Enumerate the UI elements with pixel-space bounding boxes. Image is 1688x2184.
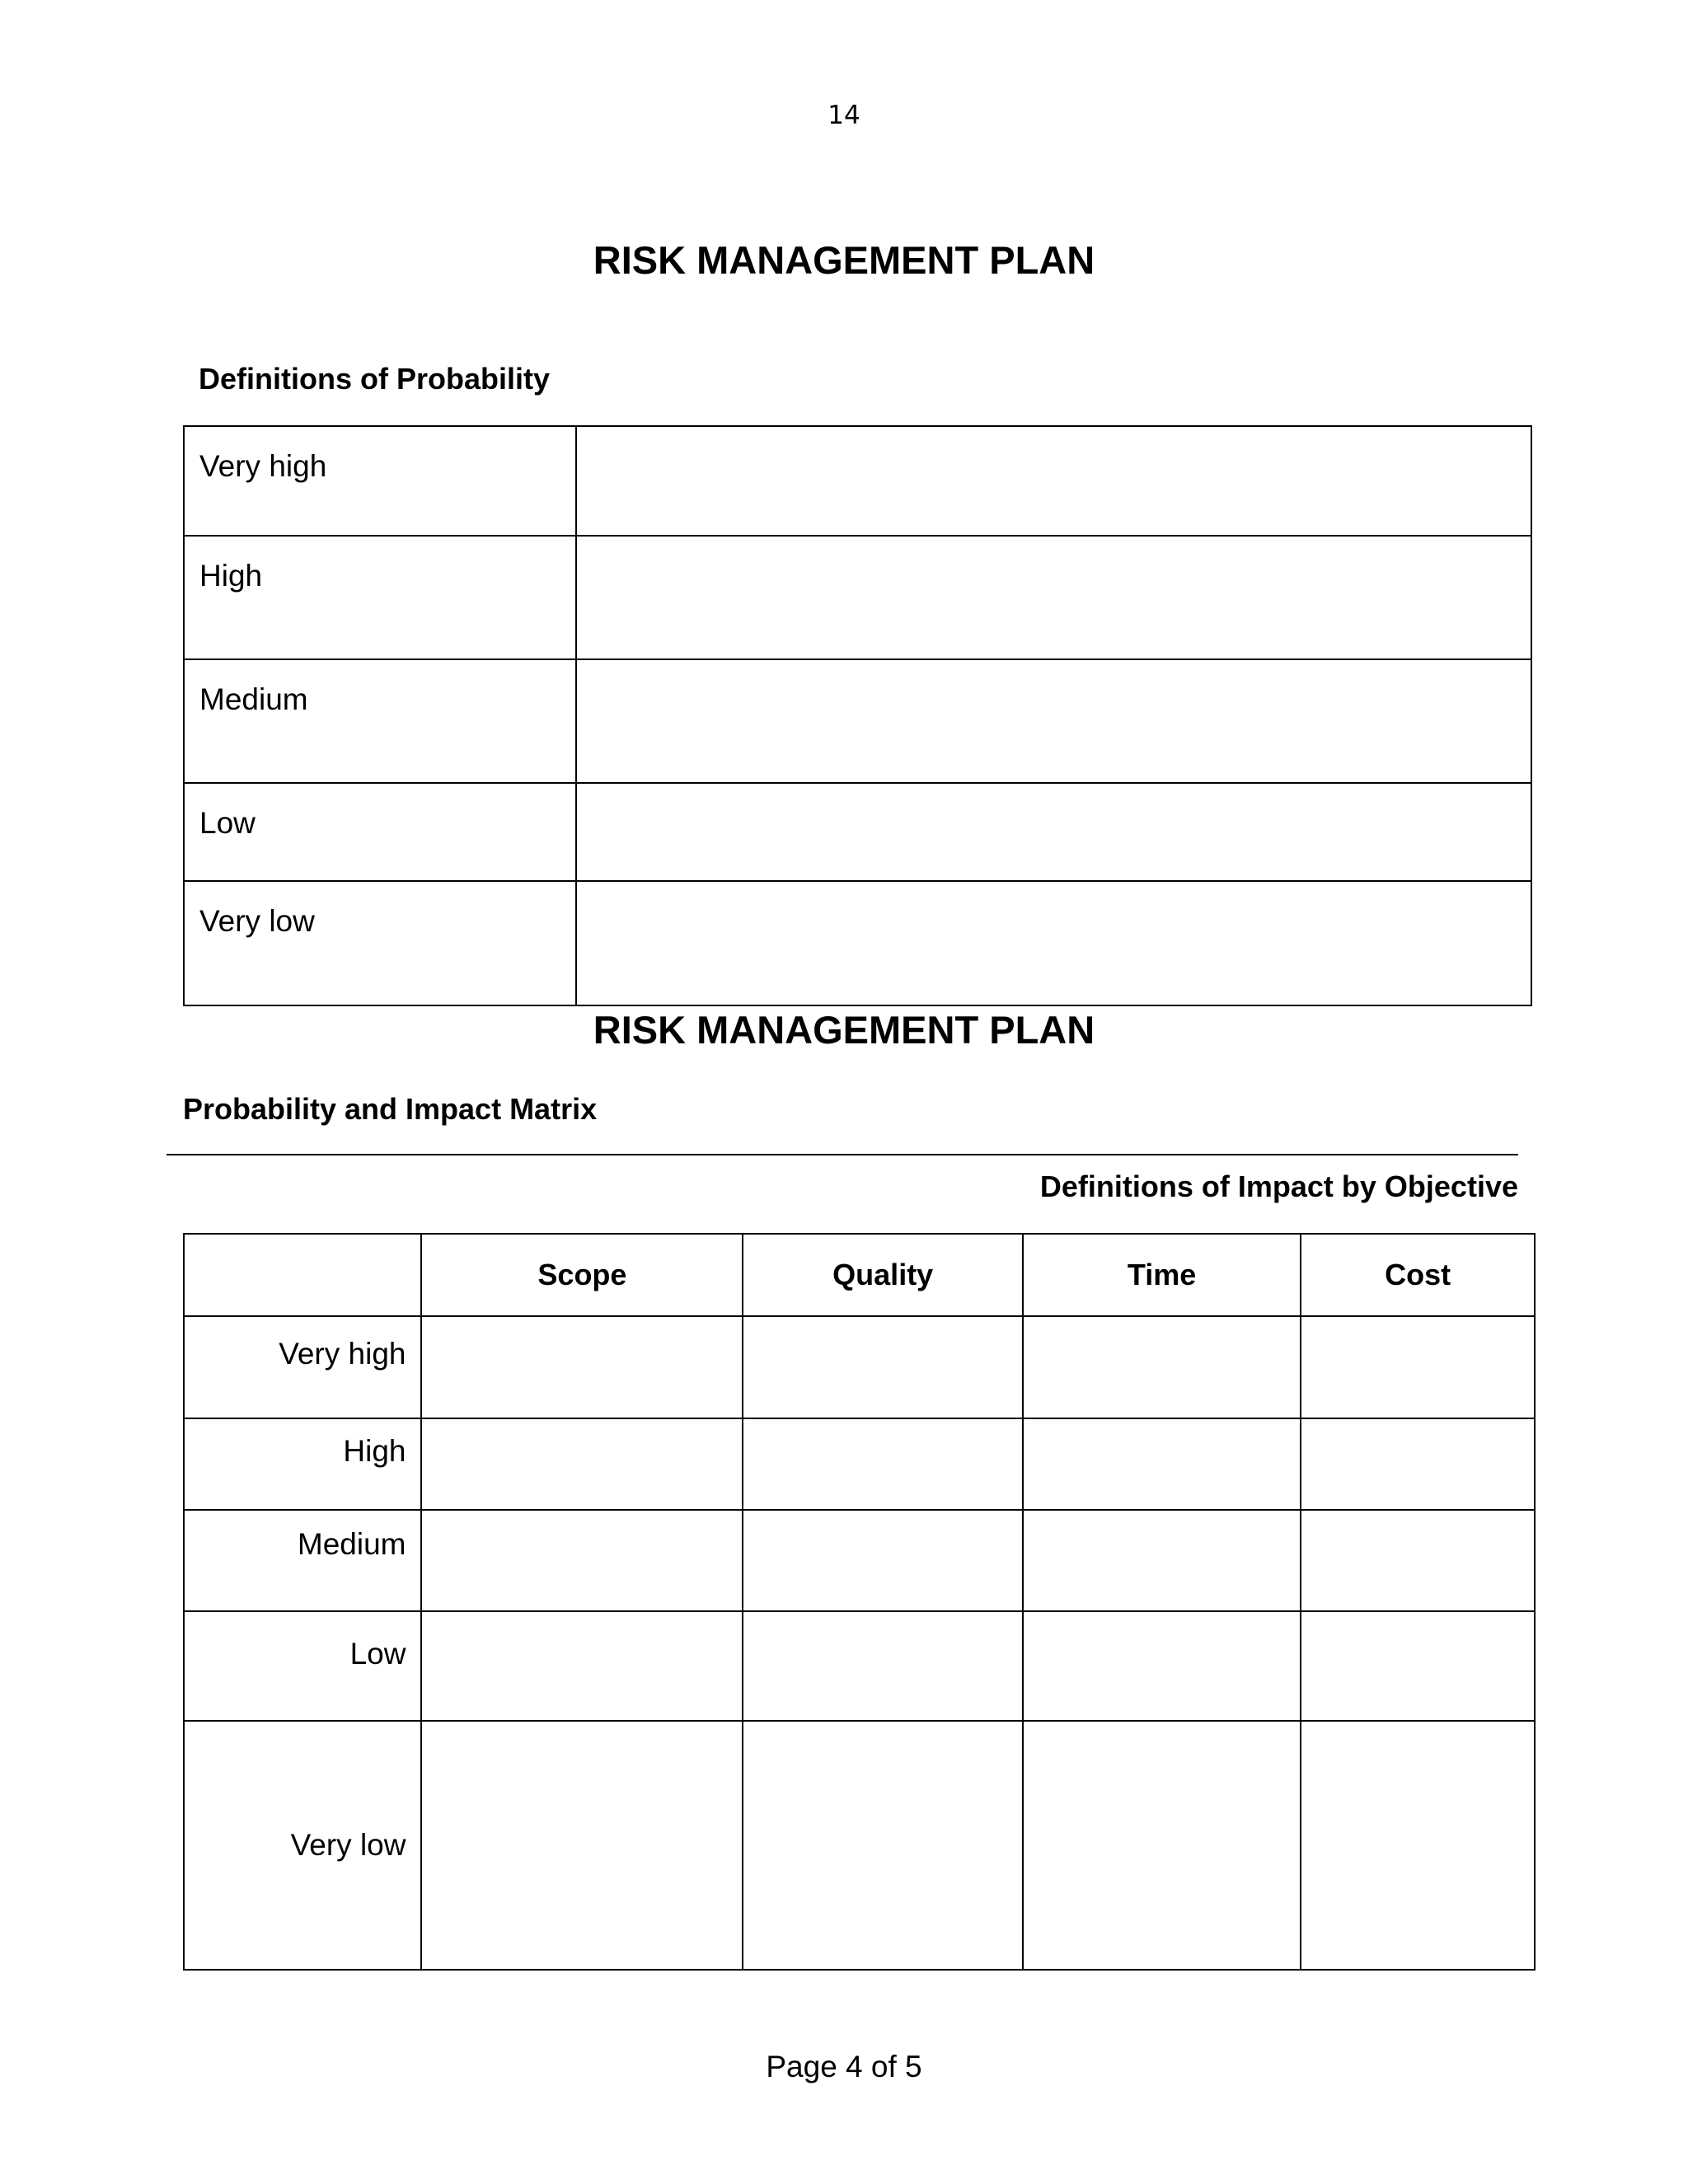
table-row bbox=[184, 783, 1531, 881]
probability-definition-cell[interactable] bbox=[576, 536, 1531, 659]
column-header-blank bbox=[184, 1234, 421, 1316]
matrix-cell-cost[interactable] bbox=[1301, 1316, 1535, 1418]
table-row bbox=[184, 1418, 1535, 1510]
probability-label: Very low bbox=[184, 881, 576, 1005]
matrix-cell-quality[interactable] bbox=[743, 1418, 1023, 1510]
probability-definition-cell[interactable] bbox=[576, 426, 1531, 536]
table-row bbox=[184, 1316, 1535, 1418]
probability-label: Very high bbox=[184, 426, 576, 536]
probability-label: Low bbox=[184, 783, 576, 881]
matrix-cell-time[interactable] bbox=[1023, 1721, 1301, 1970]
matrix-cell-scope[interactable] bbox=[421, 1611, 743, 1721]
table-header-row bbox=[184, 1234, 1535, 1316]
impact-row-label: Medium bbox=[184, 1510, 421, 1611]
column-header-scope: Scope bbox=[421, 1234, 743, 1316]
matrix-cell-scope[interactable] bbox=[421, 1418, 743, 1510]
impact-row-label: Very high bbox=[184, 1316, 421, 1418]
document-title: RISK MANAGEMENT PLAN bbox=[593, 238, 1095, 282]
matrix-cell-cost[interactable] bbox=[1301, 1721, 1535, 1970]
matrix-cell-time[interactable] bbox=[1023, 1316, 1301, 1418]
matrix-cell-cost[interactable] bbox=[1301, 1510, 1535, 1611]
page-top-number: 14 bbox=[828, 101, 860, 130]
page-footer: Page 4 of 5 bbox=[766, 2050, 922, 2083]
matrix-cell-cost[interactable] bbox=[1301, 1418, 1535, 1510]
probability-definition-cell[interactable] bbox=[576, 881, 1531, 1005]
table-row bbox=[184, 1721, 1535, 1970]
matrix-cell-quality[interactable] bbox=[743, 1316, 1023, 1418]
probability-definition-cell[interactable] bbox=[576, 659, 1531, 783]
matrix-cell-quality[interactable] bbox=[743, 1510, 1023, 1611]
table-row bbox=[184, 659, 1531, 783]
matrix-cell-quality[interactable] bbox=[743, 1611, 1023, 1721]
impact-matrix-table bbox=[183, 1233, 1536, 1971]
horizontal-divider bbox=[166, 1154, 1518, 1155]
probability-label: High bbox=[184, 536, 576, 659]
probability-label: Medium bbox=[184, 659, 576, 783]
impact-row-label: Very low bbox=[184, 1721, 421, 1970]
matrix-cell-scope[interactable] bbox=[421, 1510, 743, 1611]
probability-definitions-heading: Definitions of Probability bbox=[199, 362, 551, 396]
matrix-cell-scope[interactable] bbox=[421, 1316, 743, 1418]
document-title-repeat: RISK MANAGEMENT PLAN bbox=[593, 1008, 1095, 1052]
matrix-cell-cost[interactable] bbox=[1301, 1611, 1535, 1721]
probability-definition-cell[interactable] bbox=[576, 783, 1531, 881]
column-header-quality: Quality bbox=[743, 1234, 1023, 1316]
column-header-cost: Cost bbox=[1301, 1234, 1535, 1316]
impact-definitions-subheading: Definitions of Impact by Objective bbox=[1039, 1169, 1518, 1203]
table-row bbox=[184, 1510, 1535, 1611]
matrix-cell-time[interactable] bbox=[1023, 1510, 1301, 1611]
impact-row-label: Low bbox=[184, 1611, 421, 1721]
matrix-cell-time[interactable] bbox=[1023, 1418, 1301, 1510]
impact-row-label: High bbox=[184, 1418, 421, 1510]
impact-matrix-heading: Probability and Impact Matrix bbox=[183, 1092, 598, 1126]
table-row bbox=[184, 536, 1531, 659]
matrix-cell-time[interactable] bbox=[1023, 1611, 1301, 1721]
probability-definitions-table bbox=[183, 425, 1532, 1006]
table-row bbox=[184, 1611, 1535, 1721]
table-row bbox=[184, 426, 1531, 536]
column-header-time: Time bbox=[1023, 1234, 1301, 1316]
table-row bbox=[184, 881, 1531, 1005]
matrix-cell-scope[interactable] bbox=[421, 1721, 743, 1970]
matrix-cell-quality[interactable] bbox=[743, 1721, 1023, 1970]
